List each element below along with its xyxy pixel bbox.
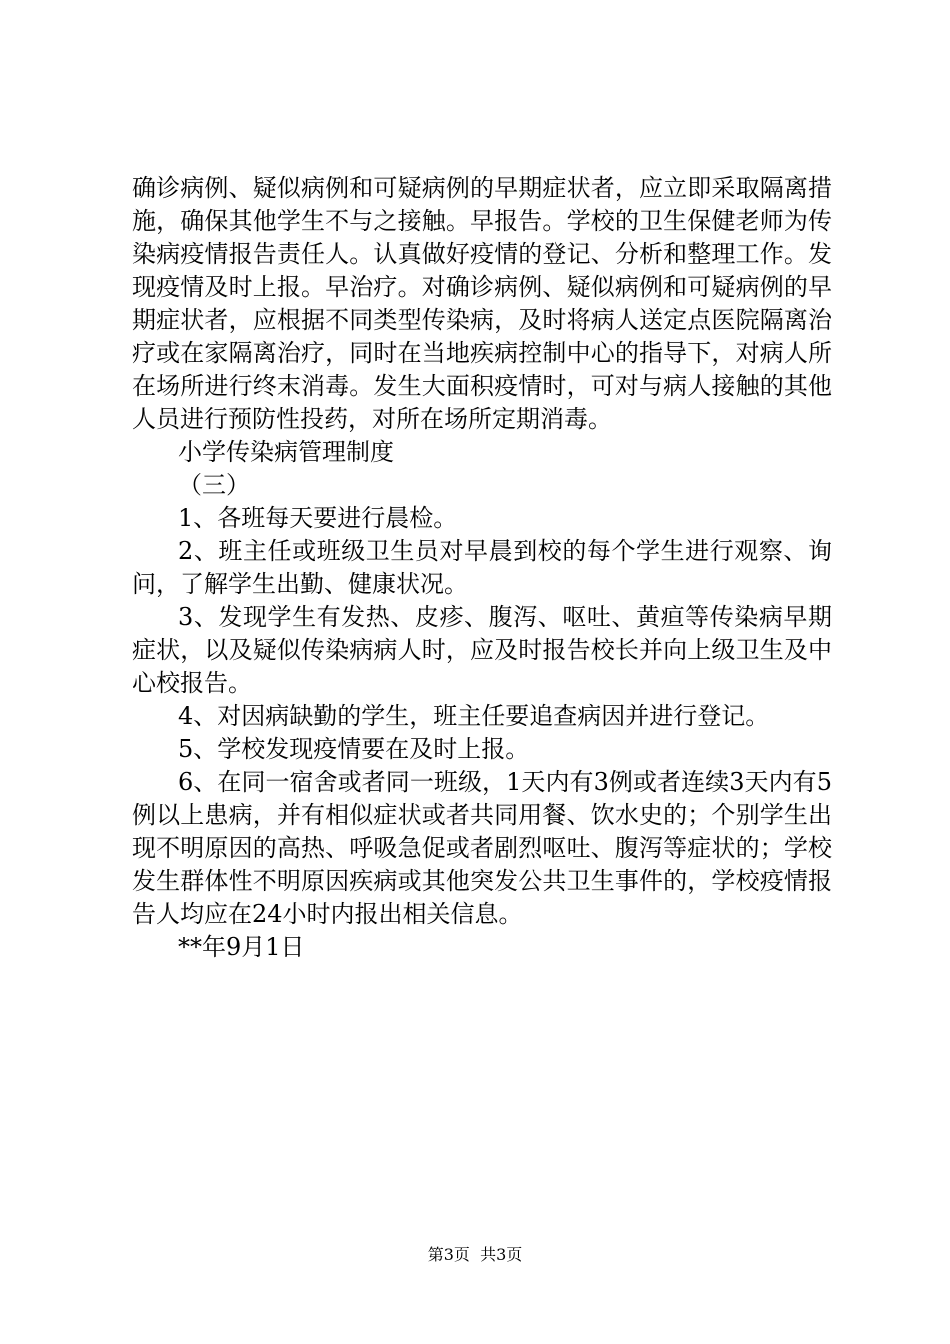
rule-item-4: 4、对因病缺勤的学生，班主任要追查病因并进行登记。	[178, 702, 770, 730]
rule-item-1: 1、各班每天要进行晨检。	[178, 504, 458, 532]
paragraph-continuation: 确诊病例、疑似病例和可疑病例的早期症状者，应立即采取隔离措施，确保其他学生不与之接触。早报告。学校的卫生保健老师为传染病疫情报告责任人。认真做好疫情的登记、分析和整理工作。发现疫情及时上报。早治疗。对确诊病例、疑似病例和可疑病例的早期症状者，应根据不同类型传染病，及时将病人送定点医院隔离治疗或在家隔离治疗，同时在当地疾病控制中心的指导下，对病人所在场所进行终末消毒。发生大面积疫情时，可对与病人接触的其他人员进行预防性投药，对所在场所定期消毒。	[132, 174, 832, 433]
section-title: 小学传染病管理制度	[178, 438, 394, 466]
rule-item-6: 6、在同一宿舍或者同一班级，1天内有3例或者连续3天内有5例以上患病，并有相似症状或者共同用餐、饮水史的；个别学生出现不明原因的高热、呼吸急促或者剧烈呕吐、腹泻等症状的；学校发生群体性不明原因疾病或其他突发公共卫生事件的，学校疫情报告人均应在24小时内报出相关信息。	[132, 768, 832, 928]
page-number: 第3页	[427, 1245, 470, 1264]
page-footer	[0, 1244, 950, 1266]
section-number: （三）	[178, 471, 250, 499]
rule-item-2: 2、班主任或班级卫生员对早晨到校的每个学生进行观察、询问，了解学生出勤、健康状况。	[132, 537, 832, 598]
page-total: 共3页	[480, 1245, 523, 1264]
rule-item-3: 3、发现学生有发热、皮疹、腹泻、呕吐、黄疸等传染病早期症状，以及疑似传染病病人时，应及时报告校长并向上级卫生及中心校报告。	[132, 603, 832, 697]
document-date: **年9月1日	[178, 933, 305, 961]
rule-item-5: 5、学校发现疫情要在及时上报。	[178, 735, 530, 763]
document-body	[132, 172, 832, 964]
